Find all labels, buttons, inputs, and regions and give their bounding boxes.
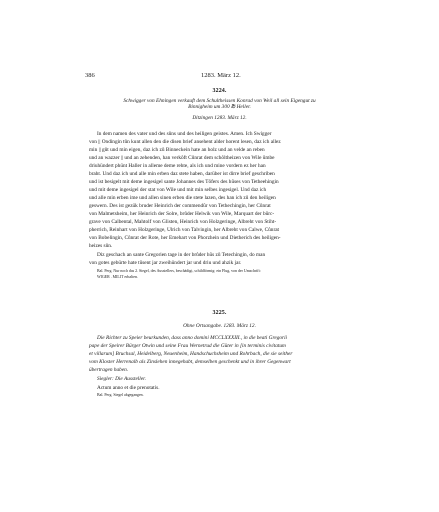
summary-3225-line-5: übertragen haben. [89, 367, 129, 373]
summary-3224-line-1: Schwigger von Ehningen verkauft dem Schultheissen Konrad von Weil all sein Eigengut zu [123, 98, 316, 104]
running-head [85, 72, 354, 81]
text-3224-line-8: und mit deme ingesigel der stat von Wile und mit min selbes ingesigel. Und daz ich [89, 187, 267, 193]
document-number-3225: 3225. [212, 310, 227, 316]
text-3224-line-9: und alle min erben ime und allen sinen erben die stete lazen, des han ich zů den heiligen [89, 195, 276, 201]
summary-3225-line-2: pape der Speirer Bürger Otwin und seine Frau Wernetrud die Güter in [in terminis civitatum [89, 343, 286, 349]
text-3224-line-7: und ist besigelt mit deme ingesigel sante Johannes des Tôfers des hûses von Tetheehingin [89, 179, 279, 185]
actum-3225: Actum anno et die prenotatis. [97, 385, 160, 391]
siegler-3225: Siegler: Die Aussteller. [97, 376, 146, 382]
summary-3225-line-4: vom Kloster Herrenalb als Zinslehen innegehabt, demselben geschenkt und in ihrer Gegenwart [89, 359, 291, 365]
dating-3224: Ditzingen 1283. März 12. [192, 115, 247, 121]
text-3224-line-11: von Malmetsheim, her Heinrich der Solre, brůder Helwik von Wile, Marquart der bûrc- [89, 211, 275, 217]
archival-note-3224-line-2: WIGER . MILIT erhalten. [97, 275, 138, 279]
text-3224-line-12: grave von Calbental, Mahtolf von Glisten, Heinrich von Holzgeringe, Albreht von Stiht- [89, 219, 277, 225]
text-3224-line-1: In dem namen des vater und des sůns und des heiligen geistes. Amen. Ich Swigger [97, 131, 272, 137]
text-3224-line-3: min || gůt und min eigen, daz ich zů Binneckein hate an holz und an velde an reben [89, 147, 265, 153]
summary-3225-line-1: Die Richter zu Speier beurkunden, dass anno domini MCCLXXXIII., in die beati Gregorii [97, 335, 288, 341]
text-3224-line-15: heizes sůn. [89, 243, 113, 249]
archival-note-3225: Bal. Perg. Siegel abgegangen. [97, 393, 144, 397]
text-3224-line-14: von Bobelingin, Cůnrat der Rote, her Emehart von Phorzhein und Dietherich des heiligen- [89, 235, 281, 241]
dating-3225: Ohne Ortsangabe. 1283. März 12. [183, 323, 256, 329]
closing-3224-line-1: Diz geschach an sante Gregorien tage in der brůder hûs zů Tetechingin, do man [97, 252, 266, 258]
text-3224-line-2: von || Ondingin tůn kunt allen den die disen brief ansehent alder horent lesen, daz ich allez [89, 139, 281, 145]
summary-3225-line-3: et villarum] Bruchsal, Heidelberg, Neuenheim, Handschuchsheim und Rohrbach, die sie seither [89, 351, 293, 357]
running-head-date: 1283. März 12. [201, 72, 241, 79]
closing-3224-line-2: von gotes gebürte hate tûsent jar zweihündert jar und driu und ahzik jar. [89, 260, 242, 266]
page-number: 386 [85, 72, 95, 79]
archival-note-3224-line-1: Bal. Perg. Nur noch das 2. Siegel, des Ausstellers, beschädigt, schildförmig: ein Flug, von der Umschrift: [97, 269, 261, 273]
text-3224-line-13: pherrich, Reinhart von Holzgeringe, Ulrich von Talvingin, her Albreht von Calwe, Cůnrat [89, 227, 280, 233]
text-3224-line-5: driuhündert phünt Haller in alleme deme rehte, als ich und mine vordern ez her han [89, 163, 266, 169]
document-number-3224: 3224. [212, 88, 227, 94]
summary-3224-line-2: Binnigheim um 300 ℔ Heller. [188, 104, 251, 110]
text-3224-line-10: geswern. Des ist gezük bruder Heinrich der commendûr von Tethechingin, her Cůnrat [89, 203, 271, 209]
text-3224-line-4: und an wazzer || und an zehenden, han verkôft Cůnrat dem schôltheizen von Wile ûmbe [89, 155, 275, 161]
text-3224-line-6: braht. Und daz ich und alle min erben daz stete haben, darüber ist dirre brief geschriben [89, 171, 275, 177]
